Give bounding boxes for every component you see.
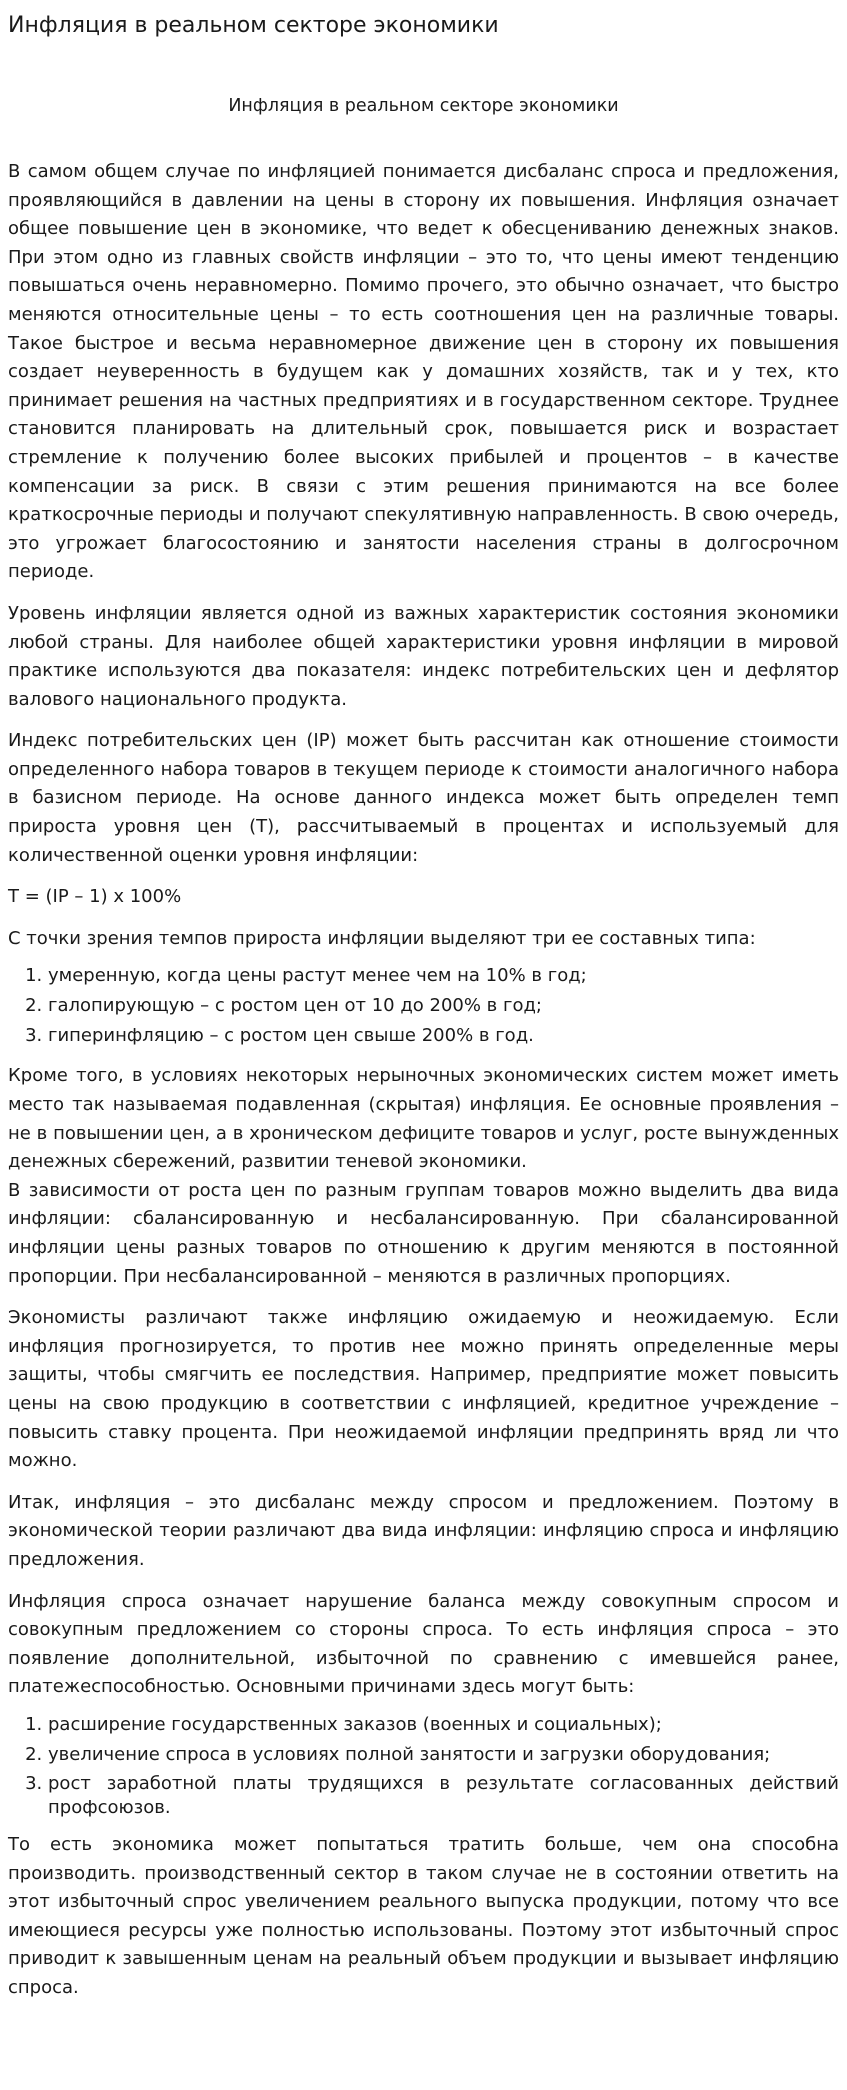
article-paragraph: Экономисты различают также инфляцию ожидаемую и неожидаемую. Если инфляция прогнозируется, то против нее можно принять определенные меры защиты, чтобы смягчить ее последствия. Например, предприятие может повысить цены на свою продукцию в соответствии с инфляцией, кредитное учреждение – повысить ставку процента. При неожидаемой инфляции предпринять вряд ли что можно. — [8, 1307, 839, 1472]
list-item: 1. умеренную, когда цены растут менее чем на 10% в год; — [48, 961, 839, 991]
article-paragraph: Уровень инфляции является одной из важных характеристик состояния экономики любой страны. Для наиболее общей характеристики уровня инфляции в мировой практике используются два показателя: индекс потребительских цен и дефлятор валового национального продукта. — [8, 602, 839, 710]
article-paragraph: С точки зрения темпов прироста инфляции выделяют три ее составных типа: — [8, 927, 756, 949]
list-item: 1. расширение государственных заказов (военных и социальных); — [48, 1710, 839, 1740]
list-item: 2. галопирующую – с ростом цен от 10 до 200% в год; — [48, 991, 839, 1021]
article-paragraph: Итак, инфляция – это дисбаланс между спросом и предложением. Поэтому в экономической теории различают два вида инфляции: инфляцию спроса и инфляцию предложения. — [8, 1491, 839, 1570]
formula: T = (IP – 1) х 100% — [8, 886, 182, 908]
demand-causes-list — [8, 1710, 839, 1820]
list-item: 3. гиперинфляцию – с ростом цен свыше 200% в год. — [48, 1021, 839, 1051]
article — [8, 92, 839, 2002]
article-paragraph: То есть экономика может попытаться тратить больше, чем она способна производить. производственный сектор в таком случае не в состоянии ответить на этот избыточный спрос увеличением реального выпуска продукции, потому что все имеющиеся ресурсы уже полностью использованы. Поэтому этот избыточный спрос приводит к завышенным ценам на реальный объем продукции и вызывает инфляцию спроса. — [8, 1833, 839, 1998]
article-paragraph: Кроме того, в условиях некоторых нерыночных экономических систем может иметь место так называемая подавленная (скрытая) инфляция. Ее основные проявления – не в повышении цен, а в хроническом дефиците товаров и услуг, росте вынужденных денежных сбережений, развитии теневой экономики. — [8, 1065, 839, 1173]
list-item: 3. рост заработной платы трудящихся в результате согласованных действий профсоюзов. — [48, 1770, 839, 1820]
article-paragraph: В самом общем случае по инфляцией понимается дисбаланс спроса и предложения, проявляющийся в давлении на цены в сторону их повышения. Инфляция означает общее повышение цен в экономике, что ведет к обесцениванию денежных знаков. При этом одно из главных свойств инфляции – это то, что цены имеют тенденцию повышаться очень неравномерно. Помимо прочего, это обычно означает, что быстро меняются относительные цены – то есть соотношения цен на различные товары. Такое быстрое и весьма неравномерное движение цен в сторону их повышения создает неуверенность в будущем как у домашних хозяйств, так и у тех, кто принимает решения на частных предприятиях и в государственном секторе. Труднее становится планировать на длительный срок, повышается риск и возрастает стремление к получению более высоких прибылей и процентов – в качестве компенсации за риск. В связи с этим решения принимаются на все более краткосрочные периоды и получают спекулятивную направленность. В свою очередь, это угрожает благосостоянию и занятости населения страны в долгосрочном периоде. — [8, 161, 839, 583]
article-paragraph: В зависимости от роста цен по разным группам товаров можно выделить два вида инфляции: сбалансированную и несбалансированную. При сбалансированной инфляции цены разных товаров по отношению к другим меняются в постоянной пропорции. При несбалансированной – меняются в различных пропорциях. — [8, 1179, 839, 1287]
article-heading: Инфляция в реальном секторе экономики — [228, 96, 619, 116]
inflation-types-list — [8, 961, 839, 1051]
list-item: 2. увеличение спроса в условиях полной занятости и загрузки оборудования; — [48, 1740, 839, 1770]
article-paragraph: Инфляция спроса означает нарушение баланса между совокупным спросом и совокупным предложением со стороны спроса. То есть инфляция спроса – это появление дополнительной, избыточной по сравнению с имевшейся ранее, платежеспособностью. Основными причинами здесь могут быть: — [8, 1590, 839, 1698]
article-paragraph: Индекс потребительских цен (IP) может быть рассчитан как отношение стоимости определенного набора товаров в текущем периоде к стоимости аналогичного набора в базисном периоде. На основе данного индекса может быть определен темп прироста уровня цен (T), рассчитываемый в процентах и используемый для количественной оценки уровня инфляции: — [8, 730, 839, 866]
page-title: Инфляция в реальном секторе экономики — [8, 13, 499, 38]
